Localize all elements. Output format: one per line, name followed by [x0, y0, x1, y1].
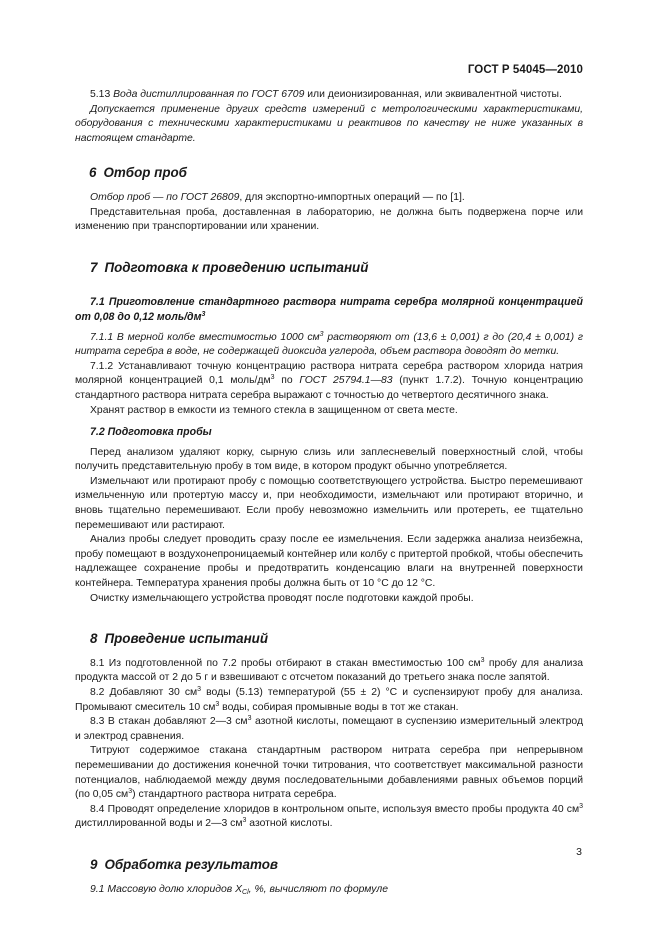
page-number: 3: [576, 846, 582, 858]
paragraph-6-representative: Представительная проба, доставленная в лабораторию, не должна быть подвержена порче или изменению при транспортировании или хранении.: [75, 206, 583, 233]
document-code: ГОСТ Р 54045—2010: [467, 64, 583, 76]
paragraph-7-2-cleaning: Очистку измельчающего устройства проводят после подготовки каждой пробы.: [90, 592, 474, 604]
section-9-heading: 9 Обработка результатов: [90, 856, 278, 872]
paragraph-7-2-crust: Перед анализом удаляют корку, сырную слизь или заплесневелый поверхностный слой, чтобы получить представительную пробу в том виде, в котором продукт обычно употребляется.: [75, 446, 583, 473]
paragraph-8-2: 8.2 Добавляют 30 $см^3$ воды (5.13) температурой (55 ± 2) °С и суспензируют пробу для анализа. Промывают смеситель 10 $см^3$ воды, собирая промывные воды в тот же стакан.: [75, 686, 583, 713]
paragraph-5-13: 5.13 Вода дистиллированная по ГОСТ 6709 или деионизированная, или эквивалентной чистоты.: [90, 89, 562, 100]
section-8-heading: 8 Проведение испытаний: [90, 631, 269, 647]
paragraph-7-2-delay: Анализ пробы следует проводить сразу после ее измельчения. Если задержка анализа неизбежна, пробу помещают в воздухонепроницаемый контейнер или колбу с притертой пробкой, чтобы обеспечить надлежащее сохранение пробы и предотвратить конденсацию влаги на внутренней поверхности контейнера. Температура хранения пробы должна быть от 10 °С до 12 °С.: [75, 534, 583, 590]
paragraph-8-1: 8.1 Из подготовленной по 7.2 пробы отбирают в стакан вместимостью 100 $см^3$ пробу для анализа продукта массой от 2 до 5 г и взвешивают с отсчетом показаний до третьего знака после запятой.: [75, 656, 583, 684]
subsection-7-2-heading: 7.2 Подготовка пробы: [90, 426, 212, 439]
paragraph-7-1-2: 7.1.2 Устанавливают точную концентрацию раствора нитрата серебра раствором хлорида натрия молярной концентрацией 0,1 моль/$дм^3$ по ГОСТ 25794.1—83 (пункт 1.7.2). Точную концентрацию стандартного раствора нитрата серебра выражают с точностью до четвертого десятичного знака.: [75, 360, 583, 401]
paragraph-6-sampling: Отбор проб — по ГОСТ 26809, для экспортно-импортных операций — по [1].: [90, 191, 465, 203]
document-body: [75, 88, 583, 897]
paragraph-8-titration: Титруют содержимое стакана стандартным раствором нитрата серебра при непрерывном перемешивании до достижения конечной точки титрования, что соответствует максимальной разности потенциалов, наблюдаемой между двумя последовательными добавлениями равных объемов порций (по 0,05 $см^3$) стандартного раствора нитрата серебра.: [75, 745, 583, 801]
paragraph-7-1-storage: Хранят раствор в емкости из темного стекла в защищенном от света месте.: [90, 404, 458, 416]
paragraph-8-3: 8.3 В стакан добавляют 2—3 $см^3$ азотной кислоты, помещают в суспензию измерительный электрод и электрод сравнения.: [75, 715, 584, 742]
paragraph-8-4: 8.4 Проводят определение хлоридов в контрольном опыте, используя вместо пробы продукта 40 $см^3$ дистиллированной воды и 2—3 $см^3$ азотной кислоты.: [75, 802, 583, 830]
section-7-heading: 7 Подготовка к проведению испытаний: [90, 259, 369, 275]
paragraph-9-1: 9.1 Массовую долю хлоридов $X_{Cl}$, %, вычисляют по формуле: [90, 883, 388, 896]
paragraph-7-2-grind: Измельчают или протирают пробу с помощью соответствующего устройства. Быстро перемешивают измельченную или протертую массу и, при необходимости, измельчают или протирают вторично, и вновь тщательно перемешивают. Если пробу невозможно измельчить или протереть, ее тщательно перемешивают или растирают.: [75, 475, 583, 531]
section-6-heading: 6 Отбор проб: [89, 165, 187, 181]
paragraph-7-1-1: 7.1.1 В мерной колбе вместимостью 1000 $см^3$ растворяют от (13,6 ± 0,001) г до (20,4 ± 0,001) г нитрата серебра в воде, не содержащей диоксида углерода, объем раствора доводят до метки.: [75, 330, 583, 358]
paragraph-allowed-equipment: Допускается применение других средств измерений с метрологическими характеристиками, оборудования с техническими характеристиками и реактивов по качеству не ниже указанных в настоящем стандарте.: [75, 103, 583, 144]
subsection-7-1-heading: 7.1 Приготовление стандартного раствора нитрата серебра молярной концентрацией от 0,08 до 0,12 моль/$дм^3$: [75, 296, 583, 323]
